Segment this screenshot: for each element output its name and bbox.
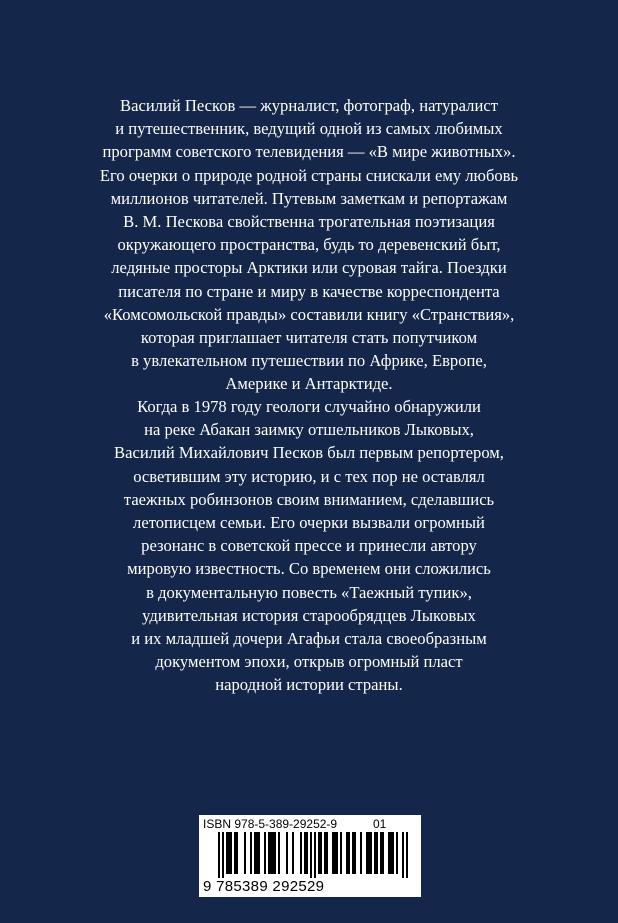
barcode-bar <box>236 832 238 874</box>
text-line: народной истории страны. <box>215 675 403 695</box>
barcode-bar <box>334 832 336 874</box>
barcode-bar <box>244 832 246 874</box>
barcode-bar <box>370 832 372 874</box>
text-line: Его очерки о природе родной страны снискали ему любовь <box>99 165 519 185</box>
text-line: в увлекательном путешествии по Африке, Европе, <box>131 351 487 371</box>
text-line: В. М. Пескова свойственна трогательная поэтизация <box>123 212 495 232</box>
barcode-bar <box>374 832 376 874</box>
text-line: Когда в 1978 году геологи случайно обнаружили <box>137 397 481 416</box>
text-line: и путешественник, ведущий одной из самых любимых <box>115 119 503 139</box>
barcode-bar <box>326 832 328 874</box>
barcode-bar <box>392 832 394 874</box>
barcode-bar <box>314 832 316 878</box>
text-line: Василий Песков — журналист, фотограф, натуралист <box>120 96 498 115</box>
barcode-bar <box>250 832 252 874</box>
text-line: мировую известность. Со временем они сложились <box>127 559 491 579</box>
barcode-bar <box>368 832 370 874</box>
text-line: писателя по стране и миру в качестве корреспондента <box>118 281 500 301</box>
text-line: летописцем семьи. Его очерки вызвали огромный <box>133 513 485 533</box>
barcode-bar <box>228 832 230 874</box>
barcode-bar <box>292 832 294 874</box>
text-line: миллионов читателей. Путевым заметкам и репортажам <box>110 188 508 208</box>
barcode-bar <box>234 832 236 874</box>
barcode-bar <box>274 832 276 874</box>
barcode-bar <box>366 832 368 874</box>
barcode-bar <box>286 832 288 874</box>
barcode-bar <box>268 832 270 874</box>
barcode-bar <box>360 832 362 874</box>
barcode-bar <box>388 832 390 874</box>
barcode-bar <box>278 832 280 874</box>
text-line: ледяные просторы Арктики или суровая тайга. Поездки <box>111 258 507 278</box>
barcode-bar <box>264 832 266 874</box>
barcode-bar <box>318 832 320 874</box>
text-line: осветившим эту историю, и с тех пор не оставлял <box>133 466 485 486</box>
text-line: Василий Михайлович Песков был первым репортером, <box>114 443 504 463</box>
barcode-bar <box>256 832 258 874</box>
barcode-bars <box>213 832 413 878</box>
annotation-paragraph-2 <box>60 395 558 697</box>
text-line: таежных робинзонов своим вниманием, сделавшись <box>123 489 495 509</box>
barcode-bar <box>324 832 326 874</box>
barcode-bar <box>300 832 302 874</box>
barcode-bar <box>406 832 408 878</box>
annotation-paragraph-1 <box>60 94 558 396</box>
text-line: документом эпохи, открыв огромный пласт <box>155 652 463 672</box>
barcode-bar <box>226 832 228 874</box>
barcode-bar <box>304 832 306 874</box>
barcode-bar <box>306 832 308 874</box>
barcode-bar <box>354 832 356 874</box>
barcode-bar <box>396 832 398 874</box>
text-line: Америке и Антарктиде. <box>225 374 393 394</box>
text-line: резонанс в советской прессе и принесли автору <box>141 536 477 556</box>
text-line: удивительная история старообрядцев Лыковых <box>142 605 476 625</box>
barcode-bar <box>222 832 224 878</box>
isbn-text: ISBN 978-5-389-29252-9 <box>203 817 338 831</box>
barcode-bar <box>402 832 404 878</box>
text-line: на реке Абакан заимку отшельников Лыковых, <box>144 420 474 440</box>
barcode-bar <box>336 832 338 874</box>
barcode-bar <box>340 832 342 874</box>
barcode-bar <box>320 832 322 874</box>
barcode-bar <box>382 832 384 874</box>
barcode-bar <box>346 832 348 874</box>
barcode-bar <box>272 832 274 874</box>
text-line: которая приглашает читателя стать попутчиком <box>140 328 478 348</box>
barcode-bar <box>390 832 392 874</box>
text-line: «Комсомольской правды» составили книгу «Странствия», <box>103 304 515 324</box>
barcode-bar <box>380 832 382 874</box>
barcode-bar <box>332 832 334 874</box>
barcode-bar <box>270 832 272 874</box>
barcode-bar <box>352 832 354 874</box>
text-line: в документальную повесть «Таежный тупик», <box>146 582 472 602</box>
barcode-bar <box>348 832 350 874</box>
text-line: программ советского телевидения — «В мире животных». <box>102 142 516 162</box>
text-line: окружающего пространства, будь то деревенский быт, <box>117 235 501 255</box>
barcode-bar <box>258 832 260 874</box>
ean-digits: 9 785389 292529 <box>203 878 325 895</box>
barcode-bar <box>376 832 378 874</box>
isbn-barcode <box>199 815 421 897</box>
barcode-bar <box>230 832 232 874</box>
barcode-addon-code: 01 <box>373 817 387 831</box>
barcode-bar <box>254 832 256 874</box>
text-line: и их младшей дочери Агафьи стала своеобразным <box>131 629 487 649</box>
barcode-bar <box>218 832 220 878</box>
barcode-bar <box>310 832 312 878</box>
